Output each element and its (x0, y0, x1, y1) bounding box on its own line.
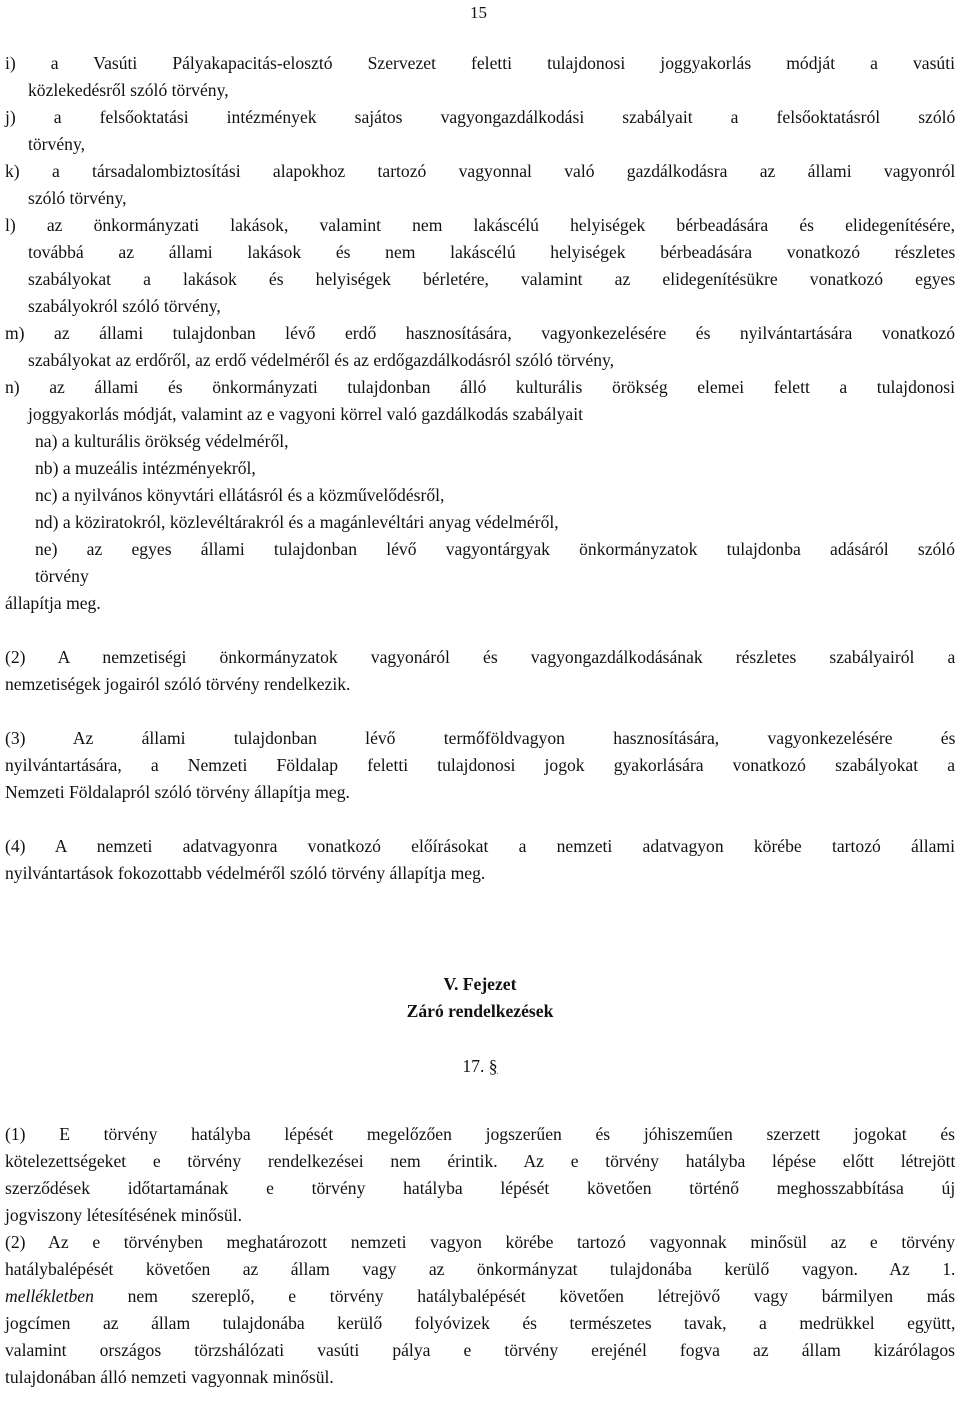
list-item-nc: nc) a nyilvános könyvtári ellátásról és a közművelődésről, (35, 485, 445, 505)
section-sign: § (488, 1056, 498, 1076)
list-item-ne-line-2: törvény (35, 566, 89, 586)
paragraph-2-line-1: (2) A nemzetiségi önkormányzatok vagyonáról és vagyongazdálkodásának részletes szabályairól a (5, 647, 956, 667)
section17-p2-line-5: valamint országos törzshálózati vasúti pálya e törvény erejénél fogva az állam kizárólagos (5, 1340, 955, 1360)
section17-p2-line-2: hatálybalépését követően az állam vagy az önkormányzat tulajdonába kerülő vagyon. Az 1. (5, 1259, 956, 1279)
list-item-nd: nd) a köziratokról, közlevéltárakról és a magánlevéltári anyag védelméről, (35, 512, 559, 532)
paragraph-3-line-2: nyilvántartására, a Nemzeti Földalap feletti tulajdonosi jogok gyakorlására vonatkozó szabályokat a (5, 755, 956, 775)
list-item-i-line-2: közlekedésről szóló törvény, (28, 80, 229, 100)
list-item-nb: nb) a muzeális intézményekről, (35, 458, 256, 478)
paragraph-3-line-3: Nemzeti Földalapról szóló törvény állapítja meg. (5, 782, 350, 802)
list-item-n-line-1: n) az állami és önkormányzati tulajdonban álló kulturális örökség elemei felett a tulajdonosi (5, 377, 955, 397)
paragraph-2-line-2: nemzetiségek jogairól szóló törvény rendelkezik. (5, 674, 351, 694)
chapter-number: V. Fejezet (443, 974, 517, 994)
page-number: 15 (470, 3, 487, 22)
section17-p2-line-3-rest: nem szereplő, e törvény hatálybalépését követően létrejövő vagy bármilyen más (93, 1286, 956, 1306)
list-item-ne-line-1: ne) az egyes állami tulajdonban lévő vagyontárgyak önkormányzatok tulajdonba adásáról szóló (35, 539, 955, 559)
list-item-m-line-2: szabályokat az erdőről, az erdő védelméről és az erdőgazdálkodásról szóló törvény, (28, 350, 615, 370)
list-item-j-line-2: törvény, (28, 134, 85, 154)
annex-reference: mellékletben (5, 1286, 94, 1306)
paragraph-3-line-1: (3) Az állami tulajdonban lévő termőföldvagyon hasznosítására, vagyonkezelésére és (5, 728, 956, 748)
section-heading (0, 1054, 960, 1078)
list-item-j-line-1: j) a felsőoktatási intézmények sajátos vagyongazdálkodási szabályait a felsőoktatásról szóló (5, 107, 956, 127)
paragraph-4-line-1: (4) A nemzeti adatvagyonra vonatkozó előírásokat a nemzeti adatvagyon körébe tartozó állami (5, 836, 955, 856)
list-item-i-line-1: i) a Vasúti Pályakapacitás-elosztó Szervezet feletti tulajdonosi joggyakorlás módját a vasúti (5, 53, 955, 73)
paragraph-4-line-2: nyilvántartások fokozottabb védelméről szóló törvény állapítja meg. (5, 863, 486, 883)
section17-p2-line-1: (2) Az e törvényben meghatározott nemzeti vagyon körébe tartozó vagyonnak minősül az e törvény (5, 1232, 956, 1252)
list-item-l-line-3: szabályokat a lakások és helyiségek bérletére, valamint az elidegenítésükre vonatkozó egyes (28, 269, 956, 289)
list-item-l-line-4: szabályokról szóló törvény, (28, 296, 221, 316)
section17-p2-line-3 (5, 1285, 955, 1307)
section17-p1-line-3: szerződések időtartamának e törvény hatályba lépését követően történő meghosszabbítása új (5, 1178, 956, 1198)
list-item-k-line-1: k) a társadalombiztosítási alapokhoz tartozó vagyonnal való gazdálkodásra az állami vagyonról (5, 161, 956, 181)
section17-p1-line-1: (1) E törvény hatályba lépését megelőzően jogszerűen és jóhiszeműen szerzett jogokat és (5, 1124, 955, 1144)
chapter-title: Záró rendelkezések (406, 1001, 554, 1021)
list-item-l-line-1: l) az önkormányzati lakások, valamint nem lakáscélú helyiségek bérbeadására és elidegenítésére, (5, 215, 955, 235)
section17-p2-line-6: tulajdonában álló nemzeti vagyonnak minősül. (5, 1367, 334, 1387)
section-number: 17. (462, 1056, 485, 1076)
list-item-na: na) a kulturális örökség védelméről, (35, 431, 289, 451)
list-item-n-line-2: joggyakorlás módját, valamint az e vagyoni körrel való gazdálkodás szabályait (28, 404, 583, 424)
list-item-k-line-2: szóló törvény, (28, 188, 127, 208)
section17-p1-line-4: jogviszony létesítésének minősül. (5, 1205, 242, 1225)
section17-p2-line-4: jogcímen az állam tulajdonába kerülő folyóvizek és természetes tavak, a medrükkel együtt, (5, 1313, 956, 1333)
list-item-m-line-1: m) az állami tulajdonban lévő erdő hasznosítására, vagyonkezelésére és nyilvántartására vonatkozó (5, 323, 956, 343)
list-item-l-line-2: továbbá az állami lakások és nem lakáscélú helyiségek bérbeadására vonatkozó részletes (28, 242, 956, 262)
list-closing-text: állapítja meg. (5, 593, 101, 613)
section17-p1-line-2: kötelezettségeket e törvény rendelkezései nem érintik. Az e törvény hatályba lépése előtt létrejött (5, 1151, 956, 1171)
